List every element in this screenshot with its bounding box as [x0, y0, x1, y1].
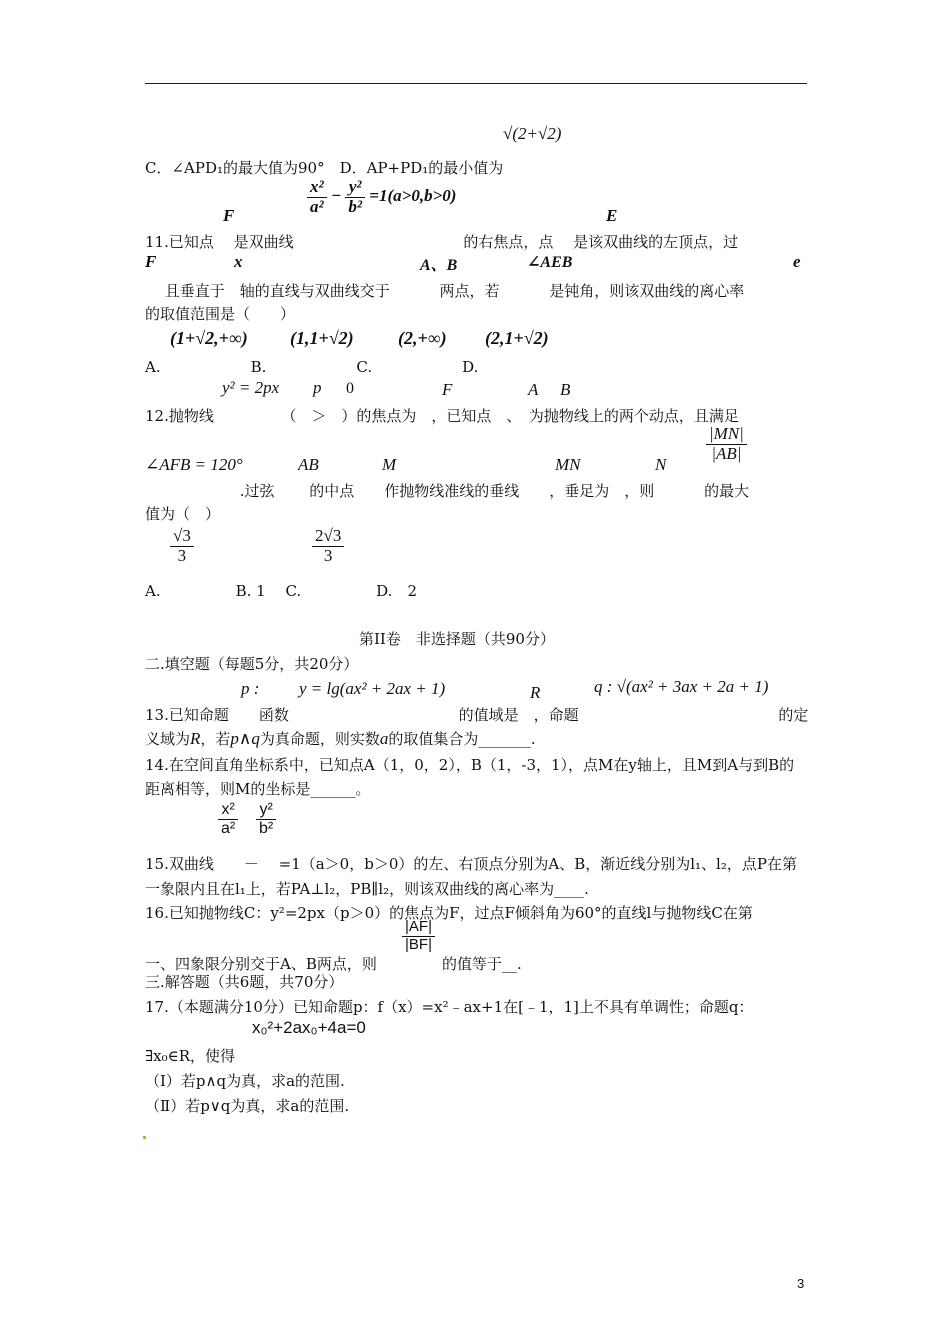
q10-formula: √(2+√2) [503, 124, 562, 143]
q11-hyperbola-eq [307, 178, 456, 216]
q16-line1: 16.已知抛物线C：y²=2px（p＞0）的焦点为F，过点F倾斜角为60°的直线l与抛物线C在第 [145, 904, 753, 922]
q16-ratio-num: |AF| [402, 919, 435, 937]
q11-option-labels: A. B. C. D. [145, 358, 479, 376]
q13-line2-b: ，若 [200, 730, 231, 748]
q13-sym-p: p : [241, 679, 260, 698]
q11-sym-AB: A、B [420, 257, 458, 274]
q11-eq-tail: =1(a>0,b>0) [369, 186, 457, 206]
q11-option-c: (2,+∞) [398, 328, 447, 348]
q11-sym-x: x [234, 252, 243, 271]
q16-line2-a: 一、四象限分别交于A、B两点，则 [145, 955, 377, 973]
q11-eq-y2: y² [345, 178, 365, 198]
q12-ratio [706, 425, 747, 463]
q17-eq: x₀²+2ax₀+4a=0 [252, 1018, 366, 1037]
q12-option-a-value [170, 527, 194, 565]
page-number: 3 [797, 1276, 805, 1291]
part2-section-fill: 二.填空题（每题5分，共20分） [145, 655, 359, 673]
q11-sym-AEB: ∠AEB [527, 254, 573, 271]
q15-frac1-num: x² [218, 801, 238, 820]
q14-line2: 距离相等，则M的坐标是______。 [145, 780, 371, 798]
q17-part2: （Ⅱ）若p∨q为真，求a的范围. [145, 1097, 350, 1115]
q13-sym-q: q : √(ax² + 3ax + 2a + 1) [594, 677, 769, 696]
q12-sym-MN: MN [555, 455, 581, 474]
q12-ratio-den: |AB| [711, 443, 742, 463]
q13-line2-a-sym: a [379, 729, 389, 748]
q15-frac2-num: y² [256, 801, 276, 820]
q12-sym-A: A [528, 380, 539, 399]
q12-sym-p: p [313, 378, 322, 397]
q13-sym-y: y = lg(ax² + 2ax + 1) [299, 679, 446, 698]
q11-line1: 11.已知点 是双曲线 的右焦点，点 是该双曲线的左顶点，过 [145, 233, 739, 251]
q12-opt-c-den: 3 [323, 545, 333, 565]
q11-option-a: (1+√2,+∞) [170, 328, 248, 348]
q15-frac1-den: a² [221, 819, 236, 837]
q11-option-b: (1,1+√2) [290, 328, 354, 348]
q11-sym-E-top: E [606, 206, 618, 225]
q16-line2-tail: 的值等于__. [442, 955, 522, 973]
q15-frac-x [218, 801, 238, 837]
q13-line1: 13.已知命题 函数 的值域是 ，命题 的定 [145, 706, 809, 724]
q13-line2-d: 的取值集合为_______. [388, 730, 536, 748]
q12-sym-0: 0 [346, 380, 354, 397]
q13-line2-c: 为真命题，则实数 [259, 730, 380, 748]
q12-angle: ∠AFB = 120° [145, 455, 243, 474]
part2-title: 第II卷 非选择题（共90分） [359, 630, 555, 648]
q11-eq-b2: b² [348, 196, 363, 216]
q12-option-labels: A. B. 1 C. D. 2 [145, 582, 417, 600]
q17-line2: ∃x₀∈R，使得 [145, 1047, 236, 1065]
q11-eq-a2: a² [310, 196, 324, 216]
q12-opt-c-num: 2√3 [312, 527, 344, 547]
q12-sym-M: M [382, 455, 397, 474]
q13-line2-pq: p∧q [230, 729, 260, 748]
q12-sym-F: F [442, 380, 453, 399]
q17-part1: （Ⅰ）若p∧q为真，求a的范围. [145, 1072, 345, 1090]
q12-ratio-num: |MN| [706, 425, 747, 445]
q15-line1: 15.双曲线 － =1（a＞0，b＞0）的左、右顶点分别为A、B，渐近线分别为l₁、l₂，点P在第 [145, 855, 797, 873]
q12-opt-a-num: √3 [170, 527, 194, 547]
q12-sym-B: B [560, 380, 571, 399]
q12-line2: .过弦 的中点 作抛物线准线的垂线 ，垂足为 ，则 的最大 [145, 482, 750, 500]
q12-sym-AB: AB [298, 455, 319, 474]
q17-line1: 17.（本题满分10分）已知命题p：f（x）=x²﹣ax+1在[﹣1，1]上不具有单调性；命题q： [145, 998, 754, 1016]
q12-sym-N: N [655, 455, 667, 474]
q12-sym-eq: y² = 2px [222, 378, 280, 397]
q13-line2-a: 义域为 [145, 730, 191, 748]
q12-option-c-value [312, 527, 344, 565]
q11-eq-minus: − [330, 186, 342, 206]
q11-option-d: (2,1+√2) [485, 328, 549, 348]
q11-sym-F: F [145, 252, 157, 271]
q13-line2-R: R [190, 729, 201, 748]
q11-sym-F-top: F [223, 206, 235, 225]
q15-line2: 一象限内且在l₁上，若PA⊥l₂，PB∥l₂，则该双曲线的离心率为____. [145, 880, 589, 898]
q15-frac2-den: b² [259, 819, 274, 837]
q11-line3: 的取值范围是（ ） [145, 305, 296, 323]
q16-ratio-den: |BF| [405, 935, 432, 953]
q16-ratio [402, 919, 435, 953]
q12-line3: 值为（ ） [145, 505, 221, 523]
q12-line1: 12.抛物线 （ ＞ ）的焦点为 ，已知点 、 为抛物线上的两个动点，且满足 [145, 407, 739, 425]
q11-eq-x2: x² [307, 178, 327, 198]
q12-opt-a-den: 3 [177, 545, 187, 565]
part3-section: 三.解答题（共6题，共70分） [145, 973, 344, 991]
q15-frac-y [256, 801, 276, 837]
stray-mark [143, 1136, 146, 1139]
q10-options-cd: C．∠APD₁的最大值为90° D．AP+PD₁的最小值为 [145, 159, 504, 177]
q11-sym-e: e [793, 252, 801, 271]
q13-line2 [145, 728, 536, 749]
header-rule [145, 83, 807, 84]
q11-line2: 且垂直于 轴的直线与双曲线交于 两点，若 是钝角，则该双曲线的离心率 [145, 282, 745, 300]
q14-line1: 14.在空间直角坐标系中，已知点A（1，0，2），B（1，-3，1），点M在y轴上，且M到A与到B的 [145, 756, 795, 774]
q13-sym-R: R [530, 683, 541, 702]
